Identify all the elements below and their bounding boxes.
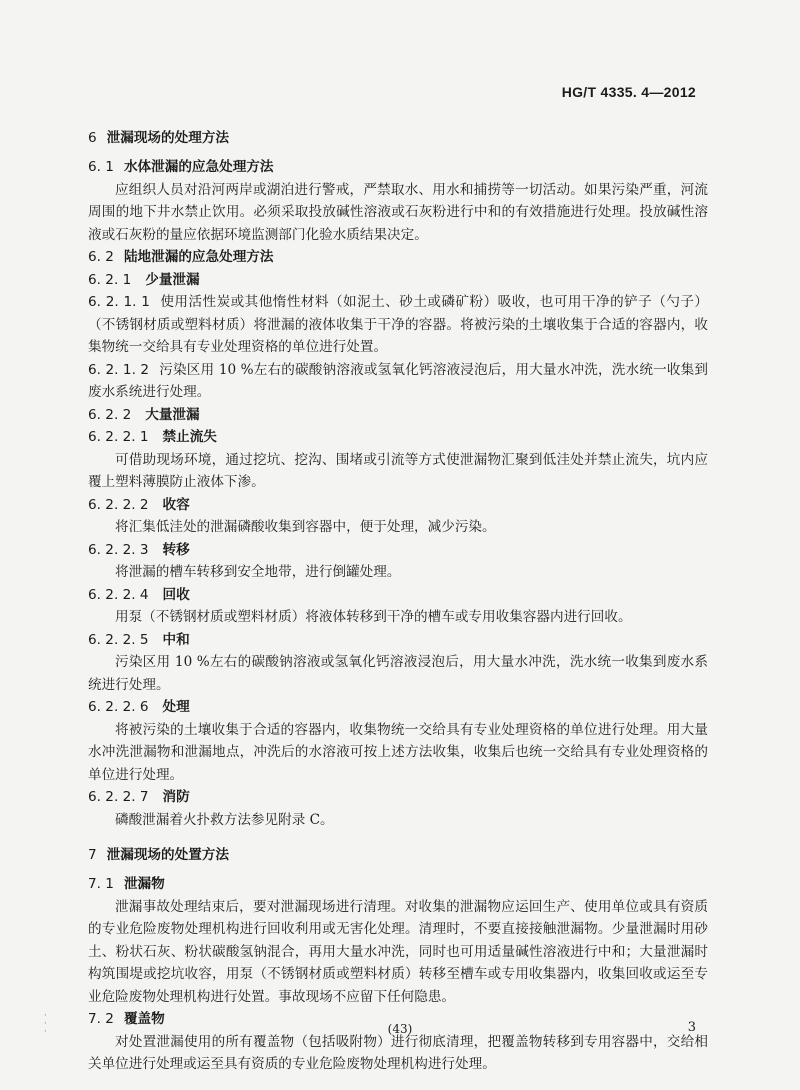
section-6-content (88, 156, 708, 831)
item-number: 6. 2. 2. 4 (88, 586, 149, 603)
item-number: 6. 2. 2. 6 (88, 699, 149, 715)
clause-number: 6. 2. 1 (88, 271, 132, 288)
item-heading (88, 539, 708, 562)
paragraph: 泄漏事故处理结束后，要对泄漏现场进行清理。对收集的泄漏物应运回生产、使用单位或具有资质的专业危险废物处理机构进行回收利用或无害化处理。清理时，不要直接接触泄漏物。少量泄漏时用砂土、粉状石灰、粉状碳酸氢钠混合，再用大量水冲洗，同时也可用适量碱性溶液进行中和；大量泄漏时构筑围堤或挖坑收容，用泵（不锈钢材质或塑料材质）转移至槽车或专用收集器内，收集回收或运至专业危险废物处理机构进行处置。事故现场不应留下任何隐患。 (88, 898, 708, 1005)
item-heading (88, 629, 708, 652)
paragraph: 磷酸泄漏着火扑救方法参见附录 C。 (115, 811, 334, 828)
item-title: 回收 (162, 586, 190, 603)
item-title: 收容 (162, 496, 190, 513)
paragraph-text: 污染区用 10 %左右的碳酸钠溶液或氢氧化钙溶液浸泡后，用大量水冲洗，洗水统一收集到废水系统进行处理。 (88, 361, 708, 400)
subsection-title: 覆盖物 (123, 1011, 165, 1027)
numbered-paragraph (88, 359, 708, 404)
paragraph: 将被污染的土壤收集于合适的容器内，收集物统一交给具有专业处理资格的单位进行处理。用大量水冲洗泄漏物和泄漏地点，冲洗后的水溶液可按上述方法收集，收集后也统一交给具有专业处理资格的单位进行处理。 (88, 721, 708, 783)
scan-margin-mark: · · · (44, 1011, 47, 1037)
section-number: 6 (88, 130, 97, 146)
section-title: 泄漏现场的处置方法 (106, 847, 229, 863)
item-number: 6. 2. 2. 7 (88, 789, 149, 805)
paragraph: 应组织人员对沿河两岸或湖泊进行警戒，严禁取水、用水和捕捞等一切活动。如果污染严重，河流周围的地下井水禁止饮用。必须采取投放碱性溶液或石灰粉进行中和的有效措施进行处理。投放碱性溶液或石灰粉的量应依据环境监测部门化验水质结果决定。 (88, 181, 708, 243)
numbered-paragraph (88, 291, 708, 359)
subsection-number: 7. 2 (88, 1011, 114, 1027)
subsection-7-1-heading (88, 873, 708, 896)
clause-title: 大量泄漏 (145, 406, 200, 423)
section-7-heading (88, 843, 708, 863)
subsection-6-1-heading (88, 156, 708, 179)
item-title: 禁止流失 (162, 429, 217, 445)
section-7-content (88, 873, 708, 1076)
paragraph-text: 使用活性炭或其他惰性材料（如泥土、砂土或磷矿粉）吸收，也可用干净的铲子（勺子）（不锈钢材质或塑料材质）将泄漏的液体收集于干净的容器。将被污染的土壤收集于合适的容器内，收集物统一交给具有专业处理资格的单位进行处置。 (88, 294, 708, 355)
item-title: 处理 (162, 699, 190, 715)
standard-code: HG/T 4335. 4—2012 (561, 84, 696, 100)
clause-6-2-2-heading (88, 404, 708, 427)
item-number: 6. 2. 2. 3 (88, 541, 149, 558)
item-number: 6. 2. 2. 5 (88, 631, 149, 648)
paragraph-number: 6. 2. 1. 2 (88, 361, 150, 378)
item-heading (88, 584, 708, 607)
item-title: 中和 (162, 631, 190, 648)
item-number: 6. 2. 2. 2 (88, 496, 149, 513)
paragraph: 用泵（不锈钢材质或塑料材质）将液体转移到干净的槽车或专用收集容器内进行回收。 (115, 609, 632, 625)
item-number: 6. 2. 2. 1 (88, 429, 149, 445)
subsection-number: 6. 1 (88, 159, 114, 175)
item-title: 消防 (162, 789, 190, 805)
item-heading (88, 426, 708, 449)
paragraph-number: 6. 2. 1. 1 (88, 294, 150, 310)
item-heading (88, 786, 708, 809)
section-title: 泄漏现场的处理方法 (106, 130, 229, 146)
subsection-number: 7. 1 (88, 876, 114, 892)
subsection-title: 陆地泄漏的应急处理方法 (123, 249, 274, 265)
clause-title: 少量泄漏 (145, 271, 200, 288)
section-number: 7 (88, 847, 97, 863)
paragraph: 可借助现场环境，通过挖坑、挖沟、围堵或引流等方式使泄漏物汇聚到低洼处并禁止流失，坑内应覆上塑料薄膜防止液体下渗。 (88, 451, 708, 490)
document-body (88, 126, 708, 1076)
clause-number: 6. 2. 2 (88, 406, 132, 423)
page-sequence: (43) (387, 1022, 413, 1036)
paragraph: 污染区用 10 %左右的碳酸钠溶液或氢氧化钙溶液浸泡后，用大量水冲洗，洗水统一收集到废水系统进行处理。 (88, 654, 708, 693)
page-number: 3 (687, 1020, 696, 1035)
subsection-6-2-heading (88, 246, 708, 269)
subsection-number: 6. 2 (88, 249, 114, 265)
item-heading (88, 696, 708, 719)
paragraph: 对处置泄漏使用的所有覆盖物（包括吸附物）进行彻底清理，把覆盖物转移到专用容器中，交给相关单位进行处理或运至具有资质的专业危险废物处理机构进行处理。 (88, 1033, 708, 1072)
clause-6-2-1-heading (88, 269, 708, 292)
paragraph: 将汇集低洼处的泄漏磷酸收集到容器中，便于处理，减少污染。 (115, 519, 496, 535)
paragraph: 将泄漏的槽车转移到安全地带，进行倒罐处理。 (115, 564, 401, 580)
subsection-title: 水体泄漏的应急处理方法 (123, 159, 274, 175)
subsection-title: 泄漏物 (123, 876, 165, 892)
section-6-heading (88, 126, 708, 146)
item-heading (88, 494, 708, 517)
item-title: 转移 (162, 541, 190, 558)
